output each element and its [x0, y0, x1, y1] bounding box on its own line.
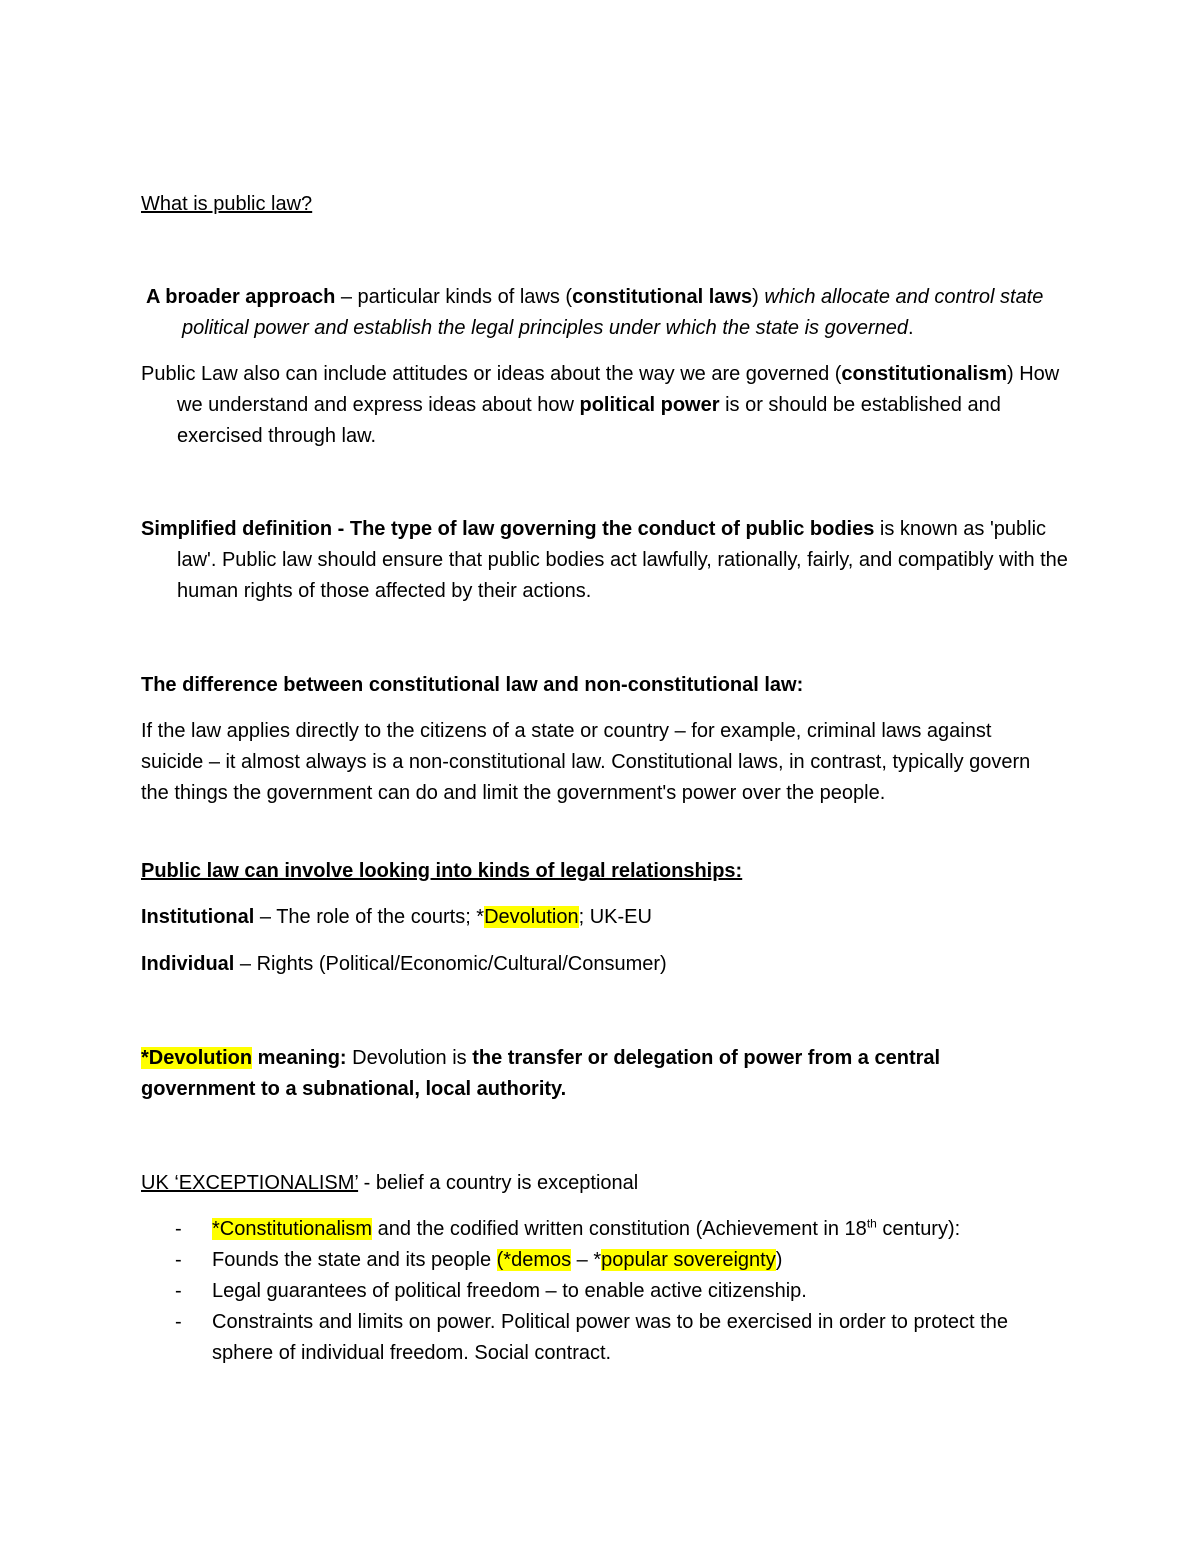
devolution-highlight: Devolution: [484, 906, 579, 928]
bullet-dash: -: [175, 1280, 182, 1302]
individual-line: [141, 949, 1051, 980]
institutional-line: [141, 902, 1051, 933]
broader-approach-paragraph: [146, 282, 1087, 344]
demos-highlight: (*demos: [496, 1249, 572, 1271]
relationships-heading: Public law can involve looking into kinds of legal relationships:: [141, 860, 743, 882]
devolution-term-highlight: *Devolution: [141, 1047, 253, 1069]
bullet-dash: -: [175, 1249, 182, 1271]
bullet-dash: -: [175, 1311, 182, 1333]
constitutionalism-term: constitutionalism: [841, 363, 1007, 385]
devolution-definition: the transfer or delegation of power from a central government to a subnational, local authority.: [141, 1047, 941, 1100]
text-run: and the codified written constitution (Achievement in 18: [372, 1218, 867, 1240]
text-run: ) How we understand and express ideas about how: [177, 363, 1060, 416]
broader-approach-label: A broader approach: [146, 286, 336, 308]
constitutional-laws-term: constitutional laws: [572, 286, 753, 308]
devolution-meaning-paragraph: [141, 1043, 1051, 1105]
page-title: What is public law?: [141, 193, 313, 215]
text-run: - belief a country is exceptional: [358, 1172, 639, 1194]
text-run: – Rights (Political/Economic/Cultural/Consumer): [234, 953, 667, 975]
text-run: – particular kinds of laws (: [335, 286, 573, 308]
meaning-label: meaning:: [252, 1047, 347, 1069]
text-run: Legal guarantees of political freedom – to enable active citizenship.: [212, 1280, 807, 1302]
exceptionalism-list: [141, 1214, 1051, 1369]
text-run: ): [752, 286, 765, 308]
difference-paragraph: If the law applies directly to the citizens of a state or country – for example, criminal laws against suicide – it almost always is a non-constitutional law. Constitutional laws, in contrast, typically govern the things the government can do and limit the government's power over the people.: [141, 720, 1031, 804]
text-run: ; UK-EU: [578, 906, 652, 928]
institutional-label: Institutional: [141, 906, 255, 928]
exceptionalism-heading: UK ‘EXCEPTIONALISM’: [141, 1172, 359, 1194]
political-power-term: political power: [579, 394, 720, 416]
text-run: – The role of the courts; *: [254, 906, 485, 928]
text-run: Devolution is: [346, 1047, 473, 1069]
public-law-paragraph: [141, 359, 1087, 452]
simplified-definition-label: Simplified definition - The type of law governing the conduct of public bodies: [141, 518, 875, 540]
individual-label: Individual: [141, 953, 235, 975]
constitutionalism-highlight: *Constitutionalism: [212, 1218, 373, 1240]
list-item: [141, 1245, 1051, 1276]
text-run: century):: [876, 1218, 961, 1240]
popular-sovereignty-highlight: popular sovereignty: [601, 1249, 776, 1271]
ordinal-suffix: th: [866, 1216, 877, 1231]
list-item: [141, 1214, 1051, 1245]
list-item: [141, 1276, 1051, 1307]
text-run: Public Law also can include attitudes or ideas about the way we are governed (: [141, 363, 842, 385]
text-run: is known as 'public law'. Public law should ensure that public bodies act lawfully, rationally, fairly, and compatibly with the human rights of those affected by their actions.: [177, 518, 1068, 602]
simplified-definition-paragraph: [141, 514, 1087, 607]
text-run: – *: [571, 1249, 602, 1271]
text-run: is or should be established and exercised through law.: [177, 394, 1001, 447]
text-run: Constraints and limits on power. Political power was to be exercised in order to protect the sphere of individual freedom. Social contract.: [212, 1311, 1008, 1364]
exceptionalism-heading-line: [141, 1168, 1051, 1199]
bullet-dash: -: [175, 1218, 182, 1240]
text-run: ): [775, 1249, 783, 1271]
text-run: .: [908, 317, 914, 339]
italic-definition: which allocate and control state political power and establish the legal principles under which the state is governed: [182, 286, 1044, 339]
difference-heading: The difference between constitutional law and non-constitutional law:: [141, 674, 804, 696]
list-item: [141, 1307, 1051, 1369]
text-run: Founds the state and its people: [212, 1249, 497, 1271]
